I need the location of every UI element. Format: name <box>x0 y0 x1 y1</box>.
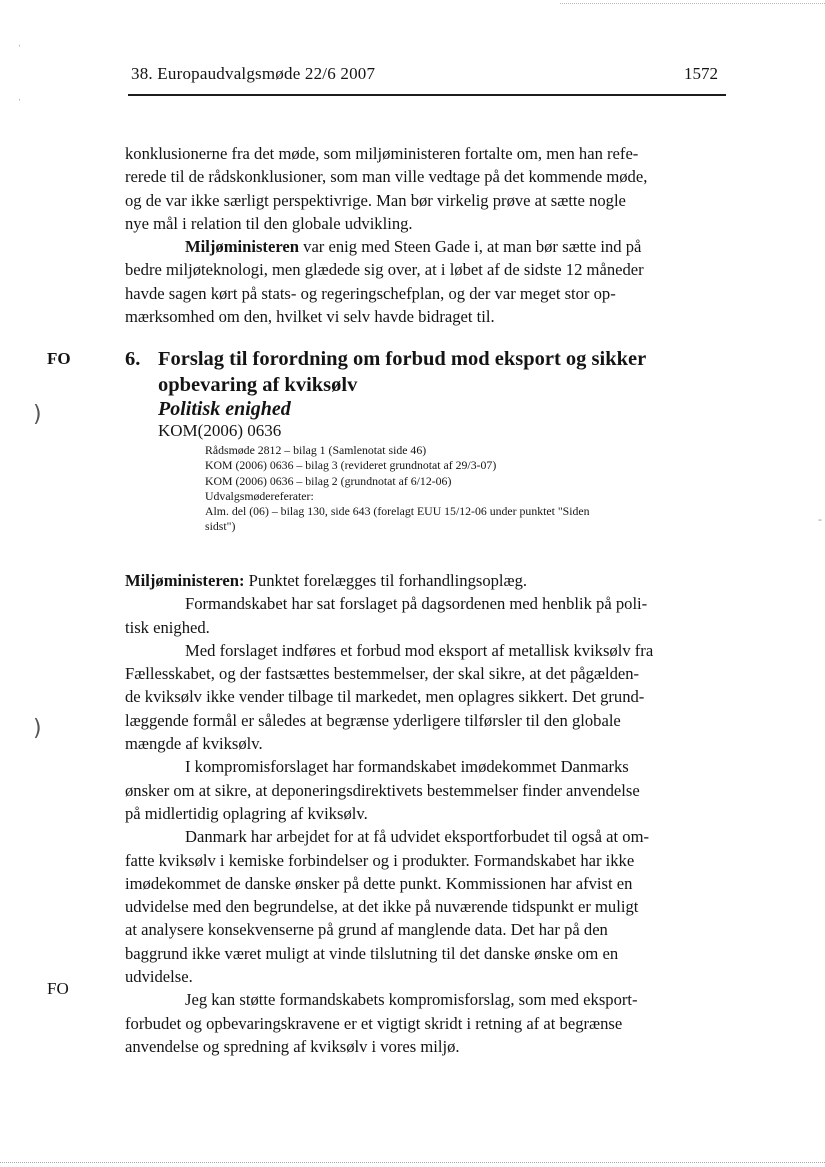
title-line: opbevaring af kviksølv <box>158 374 358 396</box>
text-line: mærksomhed om den, hvilket vi selv havde bidraget til. <box>125 306 495 326</box>
text-fragment: var enig med Steen Gade i, at man bør sætte ind på <box>299 237 642 256</box>
scan-mark: - <box>818 512 822 526</box>
text-line: de kviksølv ikke vender tilbage til markedet, men oplagres sikkert. Det grund- <box>125 687 645 707</box>
text-line: Jeg kan støtte formandskabets kompromisforslag, som med eksport- <box>185 990 638 1010</box>
text-line: Danmark har arbejdet for at få udvidet eksportforbudet til også at om- <box>185 827 650 847</box>
minister-reply-paragraph <box>125 235 723 328</box>
text-line: på midlertidig oplagring af kviksølv. <box>125 803 368 823</box>
text-line: fatte kviksølv i kemiske forbindelser og i produkter. Formandskabet har ikke <box>125 850 635 870</box>
text-line: at analysere konsekvenserne på grund af manglende data. Det har på den <box>125 920 608 940</box>
title-text: Forslag til forordning om forbud mod eksport og sikker <box>158 348 647 370</box>
page-number: 1572 <box>684 64 718 83</box>
reference-item: KOM (2006) 0636 – bilag 3 (revideret grundnotat af 29/3-07) <box>205 458 497 473</box>
text-line: tisk enighed. <box>125 617 210 637</box>
agenda-item-number: 6. <box>125 348 141 370</box>
reference-list <box>205 443 725 535</box>
text-line: forbudet og opbevaringskravene er et vigtigt skridt i retning af at begrænse <box>125 1013 623 1033</box>
com-reference: KOM(2006) 0636 <box>158 421 282 440</box>
scan-mark: ˌ <box>18 90 22 101</box>
text-line: rerede til de rådskonklusioner, som man ville vedtage på det kommende møde, <box>125 167 648 187</box>
text-line: I kompromisforslaget har formandskabet imødekommet Danmarks <box>185 757 629 777</box>
text-line: konklusionerne fra det møde, som miljøministeren fortalte om, men han refe- <box>125 144 639 163</box>
text-line: baggrund ikke været muligt at vinde tilslutning til det danske ønske om en <box>125 943 619 963</box>
text-line <box>125 569 723 592</box>
reference-item: Udvalgsmødereferater: <box>205 488 314 503</box>
reference-item: sidst") <box>205 519 236 534</box>
agenda-item-title <box>125 346 725 398</box>
speaker-name: Miljøministeren: <box>125 571 245 590</box>
text-line: læggende formål er således at begrænse yderligere tilførsler til den globale <box>125 710 621 730</box>
text-line: imødekommet de danske ønsker på dette punkt. Kommissionen har afvist en <box>125 873 633 893</box>
text-line: bedre miljøteknologi, men glædede sig over, at i løbet af de sidste 12 måneder <box>125 260 644 280</box>
reference-item: Alm. del (06) – bilag 130, side 643 (forelagt EUU 15/12-06 under punktet "Siden <box>205 504 590 519</box>
text-line: Med forslaget indføres et forbud mod eksport af metallisk kviksølv fra <box>185 640 654 660</box>
scan-border-bottom <box>0 1162 825 1163</box>
text-line: Fællesskabet, og der fastsættes bestemmelser, der skal sikre, at det pågælden- <box>125 664 640 684</box>
header-divider <box>128 94 726 96</box>
text-line: udvidelse med den begrundelse, at det ikke på nuværende tidspunkt er muligt <box>125 897 639 917</box>
page-header-title: 38. Europaudvalgsmøde 22/6 2007 <box>131 64 376 83</box>
minister-statement <box>125 569 723 1058</box>
text-line: mængde af kviksølv. <box>125 734 263 754</box>
reference-item: Rådsmøde 2812 – bilag 1 (Samlenotat side 46) <box>205 443 427 457</box>
text-line: Formandskabet har sat forslaget på dagsordenen med henblik på poli- <box>185 594 648 614</box>
text-line: anvendelse og spredning af kviksølv i vores miljø. <box>125 1036 460 1056</box>
binder-hole-mark: ) <box>33 402 42 427</box>
margin-mark-fo: FO <box>47 349 71 368</box>
text-line: havde sagen kørt på stats- og regeringschefplan, og der var meget stor op- <box>125 283 616 303</box>
agenda-item-status: Politisk enighed <box>158 398 291 420</box>
intro-paragraph <box>125 142 723 235</box>
text-fragment: Punktet forelægges til forhandlingsoplæg. <box>244 571 528 590</box>
title-line <box>125 346 725 372</box>
binder-hole-mark: ) <box>33 716 42 741</box>
text-line: ønsker om at sikre, at deponeringsdirektivets bestemmelser finder anvendelse <box>125 780 640 800</box>
text-line: udvidelse. <box>125 967 193 987</box>
scan-mark: ˌ <box>18 36 22 47</box>
speaker-name: Miljøministeren <box>185 237 299 256</box>
margin-mark-fo: FO <box>47 979 69 998</box>
text-line <box>125 235 723 258</box>
reference-item: KOM (2006) 0636 – bilag 2 (grundnotat af 6/12-06) <box>205 473 452 488</box>
text-line: nye mål i relation til den globale udvikling. <box>125 213 413 233</box>
scan-border-top <box>560 3 825 4</box>
text-line: og de var ikke særligt perspektivrige. Man bør virkelig prøve at sætte nogle <box>125 190 626 210</box>
